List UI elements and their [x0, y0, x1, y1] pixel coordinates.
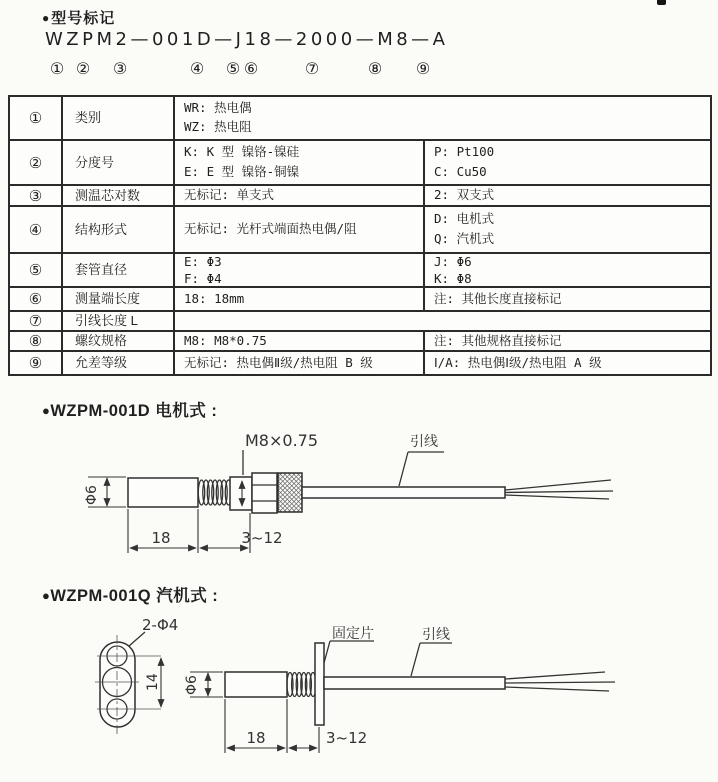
row-alt-cell: P: Pt100 C: Cu50: [425, 141, 710, 186]
diagram-wzpm-001q: [60, 608, 640, 763]
hole-pitch-dim: 14: [145, 673, 161, 691]
row-label-cell: 测温芯对数: [63, 186, 175, 207]
hex-nut: [252, 473, 277, 513]
row-label-cell: 套管直径: [63, 254, 175, 288]
lead-leader-line: [399, 452, 444, 486]
lead-wires: [505, 480, 613, 499]
bullet-icon: ●: [42, 11, 51, 25]
threaded-collar: [230, 477, 252, 510]
lead-wire-label: 引线: [422, 627, 450, 643]
row-main-cell: [175, 312, 710, 332]
lead-wires: [505, 672, 615, 691]
bullet-icon: ●: [42, 403, 51, 418]
row-label-cell: 测量端长度: [63, 288, 175, 312]
row-main-cell: M8: M8*0.75: [175, 332, 425, 352]
lead-wire-label: 引线: [410, 434, 438, 450]
row-main-cell: K: K 型 镍铬-镍硅 E: E 型 镍铬-铜镍: [175, 141, 425, 186]
row-alt-cell: D: 电机式 Q: 汽机式: [425, 207, 710, 254]
row-alt-cell: J: Φ6 K: Φ8: [425, 254, 710, 288]
row-main-cell: E: Φ3 F: Φ4: [175, 254, 425, 288]
section-title-001d-text: WZPM-001D 电机式 :: [50, 402, 218, 420]
row-number-cell: ⑤: [10, 254, 63, 288]
row-main-cell: WR: 热电偶 WZ: 热电阻: [175, 97, 710, 141]
probe-length-dim: 18: [151, 529, 171, 547]
model-code: WZPM2—001D—J18—2000—M8—A: [45, 29, 449, 50]
section-title-001q-text: WZPM-001Q 汽机式 :: [50, 587, 219, 605]
row-number-cell: ⑥: [10, 288, 63, 312]
mounting-holes-label: 2-Φ4: [142, 616, 179, 634]
row-alt-cell: 注: 其他长度直接标记: [425, 288, 710, 312]
row-alt-cell: Ⅰ/A: 热电偶Ⅰ级/热电阻 A 级: [434, 354, 602, 370]
probe-body: [128, 478, 198, 507]
row-number-cell: ①: [10, 97, 63, 141]
row-label-cell: 引线长度 L: [63, 312, 175, 332]
length-extension-lines: [128, 509, 250, 553]
circled-number-3: ③: [112, 61, 128, 78]
circled-number-1: ①: [49, 61, 65, 78]
row-number-cell: ⑦: [10, 312, 63, 332]
row-label-cell: 允差等级: [63, 352, 175, 374]
spring-coil: [287, 673, 316, 697]
clip-leader-line: [324, 641, 374, 663]
row-alt-cell: 2: 双支式: [425, 186, 710, 207]
lead-cable: [302, 487, 505, 498]
length-extension-lines: [225, 699, 319, 753]
scan-artifact-mark: [657, 0, 666, 5]
diameter-label: Φ6: [84, 485, 100, 505]
knurled-grip: [278, 473, 302, 512]
bullet-icon: ●: [42, 588, 51, 603]
spec-table: [8, 95, 712, 376]
circled-number-4: ④: [189, 61, 205, 78]
row-main-cell: 无标记: 光杆式端面热电偶/阻: [175, 207, 425, 254]
row-number-cell: ③: [10, 186, 63, 207]
row-label-cell: 结构形式: [63, 207, 175, 254]
lead-leader-line: [411, 643, 452, 676]
spring-range-dim: 3~12: [241, 529, 283, 547]
section-title-001q: [42, 582, 218, 606]
page-title: [42, 7, 115, 28]
mounting-plate-front: [100, 642, 135, 727]
fixing-clip-label: 固定片: [332, 626, 374, 642]
circled-number-5: ⑤: [225, 61, 241, 78]
probe-length-dim: 18: [246, 729, 266, 747]
diameter-label: Φ6: [184, 675, 200, 695]
spring-coil: [198, 480, 231, 505]
circled-number-7: ⑦: [304, 61, 320, 78]
row-main-cell: 无标记: 热电偶Ⅱ级/热电阻 B 级: [175, 352, 425, 374]
lead-cable: [324, 677, 505, 689]
row-number-cell: ②: [10, 141, 63, 186]
row-number-cell: ⑨: [10, 352, 63, 374]
row-alt-cell: 注: 其他规格直接标记: [425, 332, 710, 352]
probe-body: [225, 672, 287, 697]
row-number-cell: ⑧: [10, 332, 63, 352]
row-main-cell: 18: 18mm: [175, 288, 425, 312]
section-title-001d: [42, 397, 217, 421]
circled-number-9: ⑨: [415, 61, 431, 78]
row-main-cell: 无标记: 单支式: [175, 186, 425, 207]
fixing-clip-plate: [315, 643, 324, 725]
circled-number-2: ②: [75, 61, 91, 78]
circled-number-8: ⑧: [367, 61, 383, 78]
page-title-text: 型号标记: [51, 10, 116, 27]
spring-range-dim: 3~12: [326, 729, 368, 747]
row-label-cell: 螺纹规格: [63, 332, 175, 352]
row-label-cell: 类别: [63, 97, 175, 141]
row-label-cell: 分度号: [63, 141, 175, 186]
circled-number-6: ⑥: [243, 61, 259, 78]
diagram-wzpm-001d: [60, 425, 620, 565]
thread-spec-label: M8×0.75: [245, 431, 319, 450]
row-number-cell: ④: [10, 207, 63, 254]
